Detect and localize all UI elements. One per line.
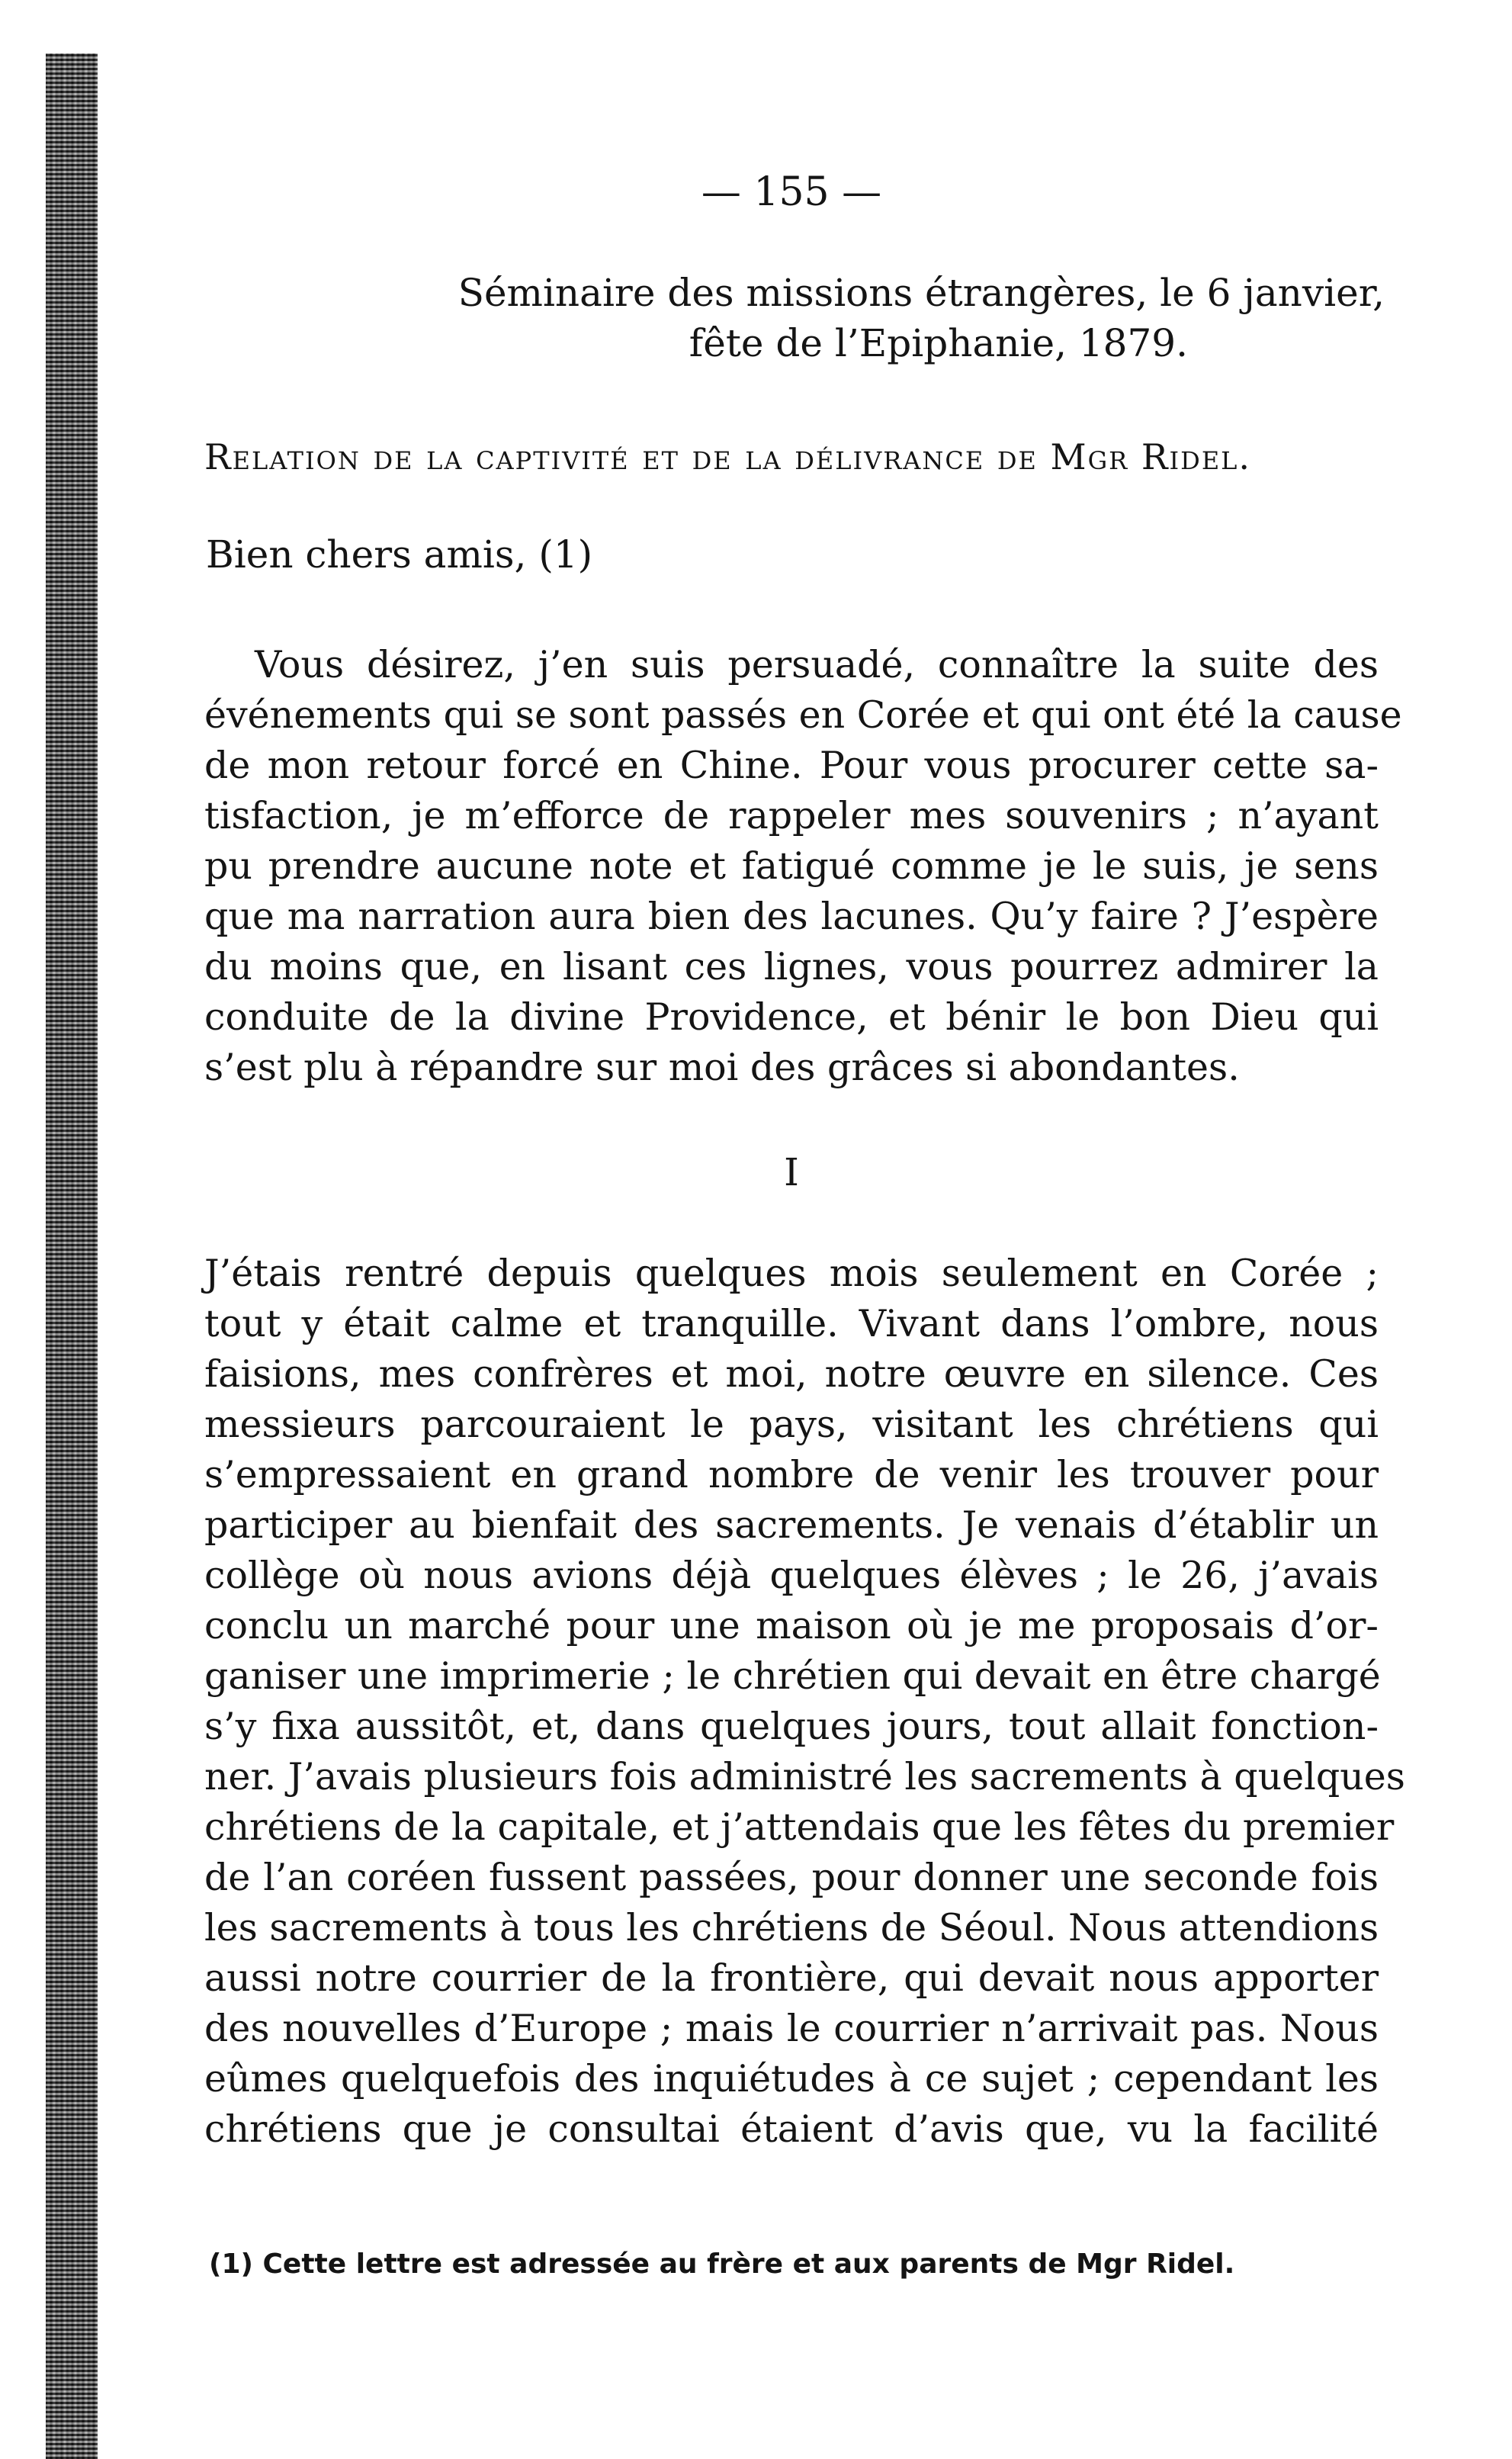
salutation: Bien chers amis, (1) [206, 532, 593, 577]
dateline-line-1: Séminaire des missions étrangères, le 6 janvier, [457, 271, 1385, 315]
paragraph-2-line: eûmes quelquefois des inquiétudes à ce sujet ; cependant les [204, 2057, 1379, 2101]
paragraph-1-line: tisfaction, je m’efforce de rappeler mes souvenirs ; n’ayant [204, 794, 1379, 837]
paragraph-1-line: s’est plu à répandre sur moi des grâces si abondantes. [204, 1046, 1240, 1089]
paragraph-1-line: pu prendre aucune note et fatigué comme je le suis, je sens [204, 844, 1379, 888]
chapter-title: Relation de la captivité et de la délivrance de Mgr Ridel. [204, 436, 1252, 477]
paragraph-1-line: conduite de la divine Providence, et bénir le bon Dieu qui [204, 995, 1379, 1039]
paragraph-2-line: participer au bienfait des sacrements. Je venais d’établir un [204, 1503, 1379, 1547]
paragraph-1-line: du moins que, en lisant ces lignes, vous pourrez admirer la [204, 945, 1379, 988]
binding-edge [46, 53, 98, 2459]
paragraph-2-line: J’étais rentré depuis quelques mois seulement en Corée ; [204, 1252, 1379, 1295]
paragraph-2-line: tout y était calme et tranquille. Vivant dans l’ombre, nous [204, 1302, 1379, 1345]
paragraph-2-line: les sacrements à tous les chrétiens de Séoul. Nous attendions [204, 1906, 1379, 1950]
paragraph-2-line: chrétiens de la capitale, et j’attendais que les fêtes du premier [204, 1805, 1395, 1849]
paragraph-2-line: messieurs parcouraient le pays, visitant les chrétiens qui [204, 1403, 1379, 1446]
dateline-line-2: fête de l’Epiphanie, 1879. [689, 321, 1188, 365]
paragraph-2-line: ner. J’avais plusieurs fois administré les sacrements à quelques [204, 1755, 1405, 1798]
footnote: (1) Cette lettre est adressée au frère et aux parents de Mgr Ridel. [209, 2248, 1235, 2280]
paragraph-2-line: ganiser une imprimerie ; le chrétien qui devait en être chargé [204, 1654, 1381, 1698]
page-number: — 155 — [701, 169, 882, 215]
paragraph-2-line: des nouvelles d’Europe ; mais le courrier n’arrivait pas. Nous [204, 2007, 1379, 2050]
section-numeral: I [784, 1150, 799, 1194]
paragraph-2-line: aussi notre courrier de la frontière, qui devait nous apporter [204, 1956, 1379, 2000]
paragraph-1-line: événements qui se sont passés en Corée et qui ont été la cause [204, 693, 1402, 737]
paragraph-2-line: faisions, mes confrères et moi, notre œuvre en silence. Ces [204, 1352, 1379, 1396]
paragraph-2-line: chrétiens que je consultai étaient d’avis que, vu la facilité [204, 2107, 1379, 2151]
paragraph-2-line: s’y fixa aussitôt, et, dans quelques jours, tout allait fonction- [204, 1705, 1379, 1748]
paragraph-1-line: que ma narration aura bien des lacunes. Qu’y faire ? J’espère [204, 895, 1379, 938]
paragraph-2-line: de l’an coréen fussent passées, pour donner une seconde fois [204, 1856, 1379, 1899]
paragraph-1-line: de mon retour forcé en Chine. Pour vous procurer cette sa- [204, 744, 1379, 787]
paragraph-1-line: Vous désirez, j’en suis persuadé, connaître la suite des [255, 643, 1379, 686]
paragraph-2-line: s’empressaient en grand nombre de venir les trouver pour [204, 1453, 1379, 1496]
paragraph-2-line: conclu un marché pour une maison où je me proposais d’or- [204, 1604, 1379, 1647]
paragraph-2-line: collège où nous avions déjà quelques élèves ; le 26, j’avais [204, 1554, 1379, 1597]
